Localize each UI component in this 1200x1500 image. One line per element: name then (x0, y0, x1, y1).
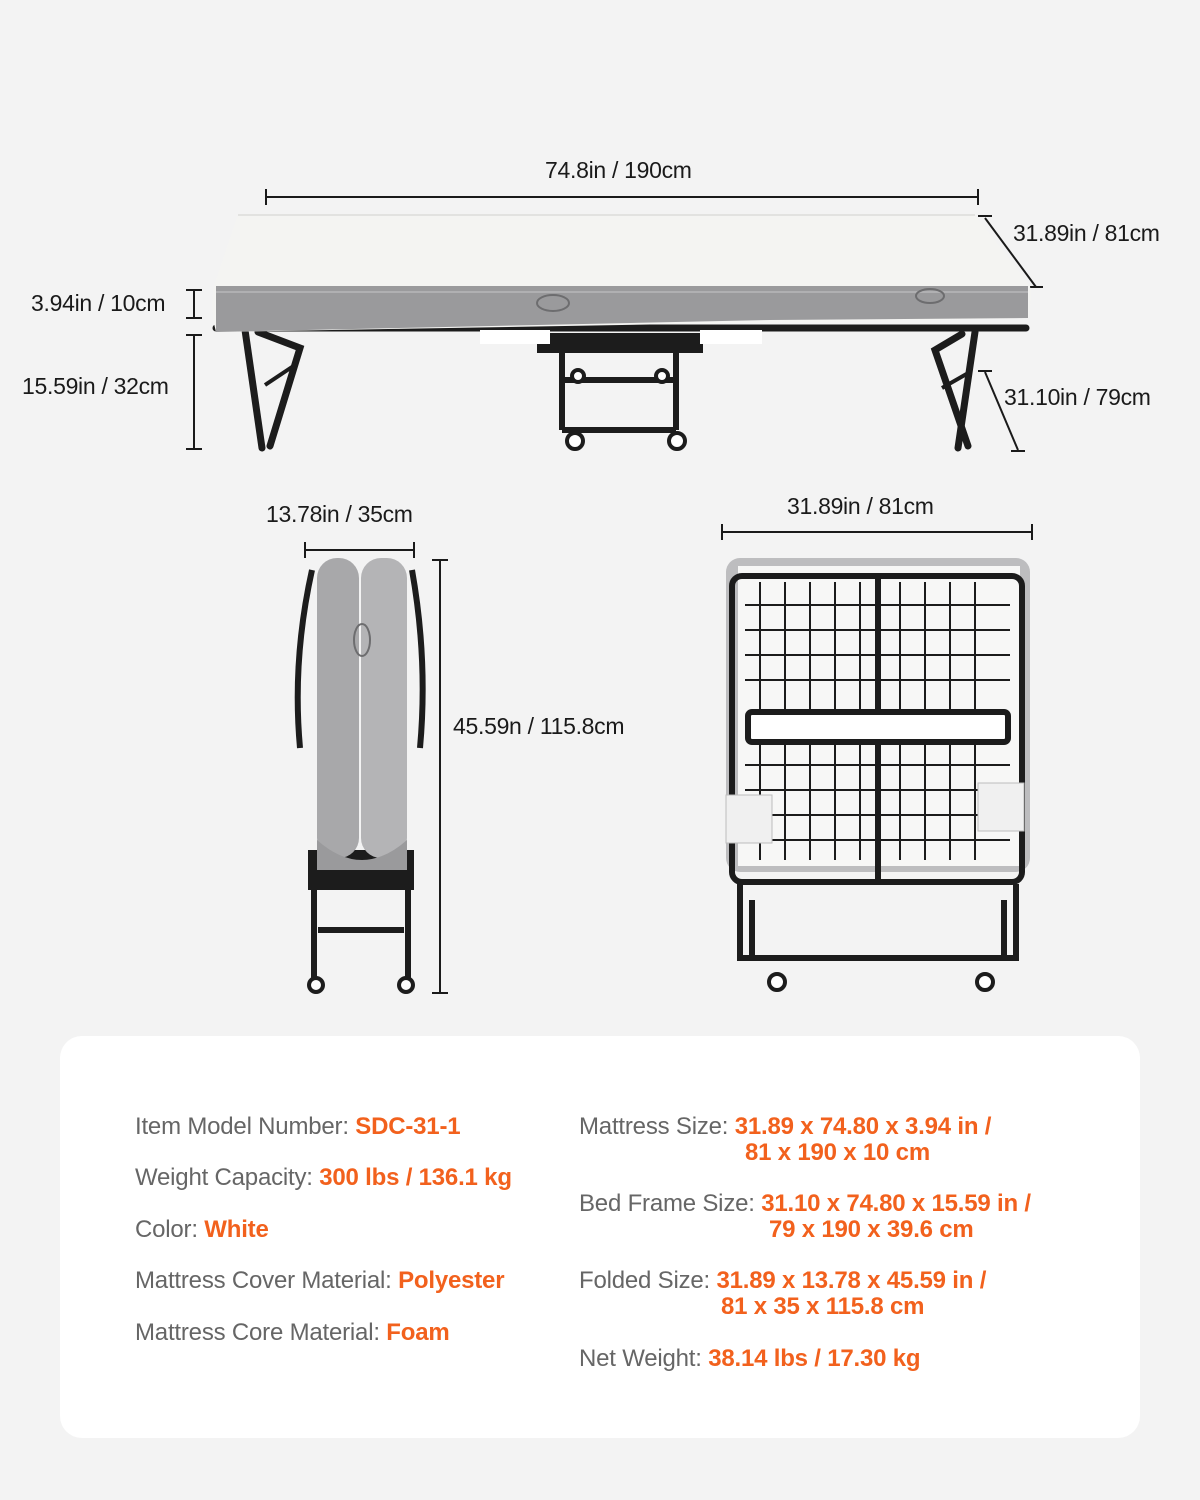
spec-frame-size: Bed Frame Size: 31.10 x 74.80 x 15.59 in / (579, 1190, 1031, 1217)
spec-weight-capacity: Weight Capacity: 300 lbs / 136.1 kg (135, 1164, 512, 1191)
dimension-frame-width: 31.10in / 79cm (1004, 384, 1151, 410)
spec-cover-material: Mattress Cover Material: Polyester (135, 1267, 505, 1294)
dimension-length: 74.8in / 190cm (545, 157, 692, 183)
folded-front-drawing (726, 558, 1030, 990)
folded-side-drawing (298, 558, 423, 992)
dimension-folded-height: 45.59n / 115.8cm (453, 713, 625, 739)
dimension-bed-height: 15.59in / 32cm (22, 373, 169, 399)
dimension-folded-width: 31.89in / 81cm (787, 493, 934, 519)
open-bed-drawing (212, 215, 1030, 449)
spec-core-material: Mattress Core Material: Foam (135, 1319, 450, 1346)
dimension-width: 31.89in / 81cm (1013, 220, 1160, 246)
spec-frame-size-metric: 79 x 190 x 39.6 cm (769, 1216, 974, 1243)
spec-color: Color: White (135, 1216, 269, 1243)
spec-mattress-size-metric: 81 x 190 x 10 cm (745, 1139, 930, 1166)
spec-folded-size: Folded Size: 31.89 x 13.78 x 45.59 in / (579, 1267, 987, 1294)
spec-model-number: Item Model Number: SDC-31-1 (135, 1113, 461, 1140)
dimension-folded-depth: 13.78in / 35cm (266, 501, 413, 527)
spec-net-weight: Net Weight: 38.14 lbs / 17.30 kg (579, 1345, 921, 1372)
dimension-mattress-thickness: 3.94in / 10cm (31, 290, 166, 316)
spec-mattress-size: Mattress Size: 31.89 x 74.80 x 3.94 in / (579, 1113, 992, 1140)
spec-folded-size-metric: 81 x 35 x 115.8 cm (721, 1293, 925, 1320)
